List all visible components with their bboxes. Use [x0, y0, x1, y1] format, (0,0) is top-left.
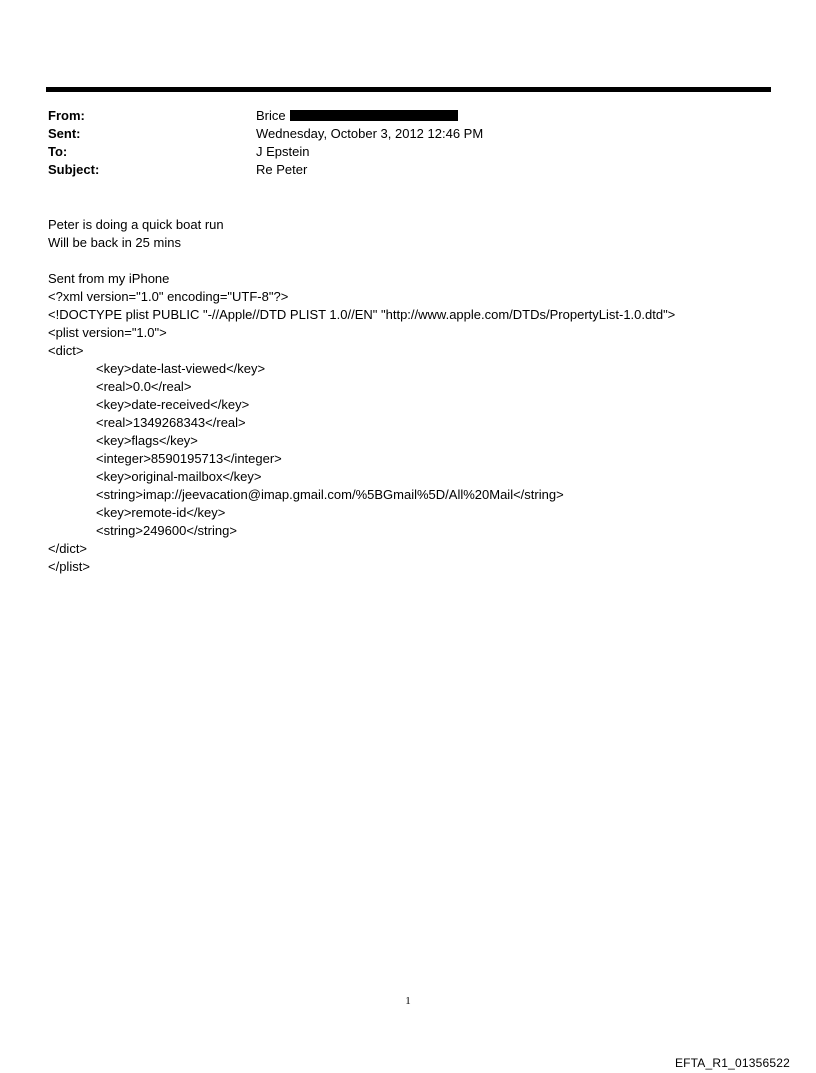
body-line-2: Will be back in 25 mins: [48, 235, 181, 250]
dict-line: <real>1349268343</real>: [96, 415, 246, 430]
dict-line: <string>249600</string>: [96, 523, 237, 538]
header-rule: [46, 87, 771, 92]
dict-line: <key>flags</key>: [96, 433, 198, 448]
dict-line: <key>date-last-viewed</key>: [96, 361, 266, 376]
dict-open: <dict>: [48, 343, 84, 358]
to-label: To:: [48, 144, 68, 159]
dict-line: <key>original-mailbox</key>: [96, 469, 262, 484]
subject-value: Re Peter: [256, 162, 308, 177]
sent-label: Sent:: [48, 126, 81, 141]
plist-open: <plist version="1.0">: [48, 325, 167, 340]
paragraph-gap: [48, 252, 788, 270]
from-label: From:: [48, 108, 85, 123]
dict-line: <string>imap://jeevacation@imap.gmail.com/%5BGmail%5D/All%20Mail</string>: [96, 487, 564, 502]
doctype-line: <!DOCTYPE plist PUBLIC "-//Apple//DTD PLIST 1.0//EN" "http://www.apple.com/DTDs/PropertyList-1.0.dtd">: [48, 307, 676, 322]
email-body: [48, 216, 788, 576]
from-value: [256, 107, 768, 125]
subject-label: Subject:: [48, 162, 100, 177]
plist-close: </plist>: [48, 559, 90, 574]
dict-close: </dict>: [48, 541, 88, 556]
subject-row: [48, 161, 768, 179]
redaction-block: [290, 110, 458, 121]
dict-line: <key>date-received</key>: [96, 397, 250, 412]
signature-line: Sent from my iPhone: [48, 271, 170, 286]
page-number: 1: [405, 995, 411, 1007]
bates-number: EFTA_R1_01356522: [674, 1056, 790, 1070]
sent-value: Wednesday, October 3, 2012 12:46 PM: [256, 126, 484, 141]
dict-line: <integer>8590195713</integer>: [96, 451, 282, 466]
body-line-1: Peter is doing a quick boat run: [48, 217, 224, 232]
to-row: [48, 143, 768, 161]
dict-line: <real>0.0</real>: [96, 379, 192, 394]
sent-row: [48, 125, 768, 143]
from-row: [48, 107, 768, 125]
dict-line: <key>remote-id</key>: [96, 505, 226, 520]
to-value: J Epstein: [256, 144, 310, 159]
email-header: [48, 107, 768, 179]
from-name: Brice: [256, 108, 286, 123]
xml-declaration: <?xml version="1.0" encoding="UTF-8"?>: [48, 289, 289, 304]
